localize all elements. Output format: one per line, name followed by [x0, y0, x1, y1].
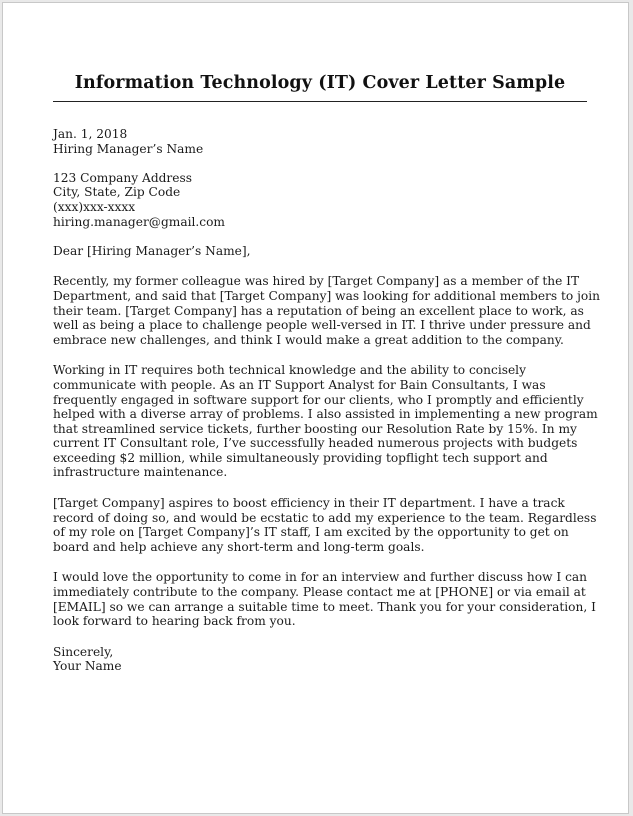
paragraph-line: embrace new challenges, and think I would make a great addition to the company. — [53, 332, 564, 347]
paragraph-4 — [53, 570, 596, 629]
address-city-state-zip: City, State, Zip Code — [53, 185, 181, 200]
paragraph-line: Department, and said that [Target Company] was looking for additional members to join — [53, 288, 600, 303]
paragraph-line: [Target Company] aspires to boost efficiency in their IT department. I have a track — [53, 496, 565, 511]
paragraph-line: that streamlined service tickets, further boosting our Resolution Rate by 15%. In my — [53, 421, 577, 436]
recipient-name: Hiring Manager’s Name — [53, 141, 204, 156]
signature-name: Your Name — [53, 659, 122, 674]
paragraph-line: Recently, my former colleague was hired by [Target Company] as a member of the IT — [53, 274, 580, 289]
address-phone: (xxx)xxx-xxxx — [53, 199, 136, 214]
paragraph-line: exceeding $2 million, while simultaneously providing topflight tech support and — [53, 450, 548, 465]
document-title: Information Technology (IT) Cover Letter Sample — [74, 73, 566, 93]
paragraph-line: their team. [Target Company] has a reputation of being an excellent place to work, as — [53, 303, 584, 318]
paragraph-line: communicate with people. As an IT Support Analyst for Bain Consultants, I was — [53, 377, 546, 392]
paragraph-line: record of doing so, and would be ecstatic to add my experience to the team. Regardless — [53, 510, 597, 525]
address-street: 123 Company Address — [53, 170, 192, 185]
paragraph-line: board and help achieve any short-term and long-term goals. — [53, 539, 425, 554]
letter-date: Jan. 1, 2018 — [53, 127, 128, 141]
paragraph-line: I would love the opportunity to come in for an interview and further discuss how I can — [53, 570, 588, 585]
recipient-address — [53, 171, 593, 229]
paragraph-line: frequently engaged in software support for our clients, who I promptly and efficiently — [53, 392, 584, 407]
title-divider — [53, 101, 587, 102]
paragraph-line: Working in IT requires both technical knowledge and the ability to concisely — [53, 363, 526, 378]
paragraph-line: look forward to hearing back from you. — [53, 614, 296, 629]
letter-body — [53, 127, 600, 674]
paragraph-line: current IT Consultant role, I’ve successfully headed numerous projects with budgets — [53, 436, 578, 451]
paragraph-line: well as being a place to challenge people well-versed in IT. I thrive under pressure and — [53, 318, 591, 333]
paragraph-line: infrastructure maintenance. — [53, 465, 228, 480]
address-email: hiring.manager@gmail.com — [53, 214, 225, 229]
paragraph-2 — [53, 363, 598, 480]
paragraph-line: immediately contribute to the company. Please contact me at [PHONE] or via email at — [53, 585, 586, 600]
document-page — [2, 2, 629, 814]
paragraph-line: helped with a diverse array of problems. I also assisted in implementing a new program — [53, 407, 598, 422]
paragraph-1 — [53, 274, 600, 347]
closing: Sincerely, — [53, 644, 114, 659]
paragraph-3 — [53, 496, 597, 554]
salutation: Dear [Hiring Manager’s Name], — [53, 243, 251, 258]
paragraph-line: of my role on [Target Company]’s IT staff, I am excited by the opportunity to get on — [53, 525, 569, 540]
paragraph-line: [EMAIL] so we can arrange a suitable time to meet. Thank you for your consideration, I — [53, 599, 596, 614]
